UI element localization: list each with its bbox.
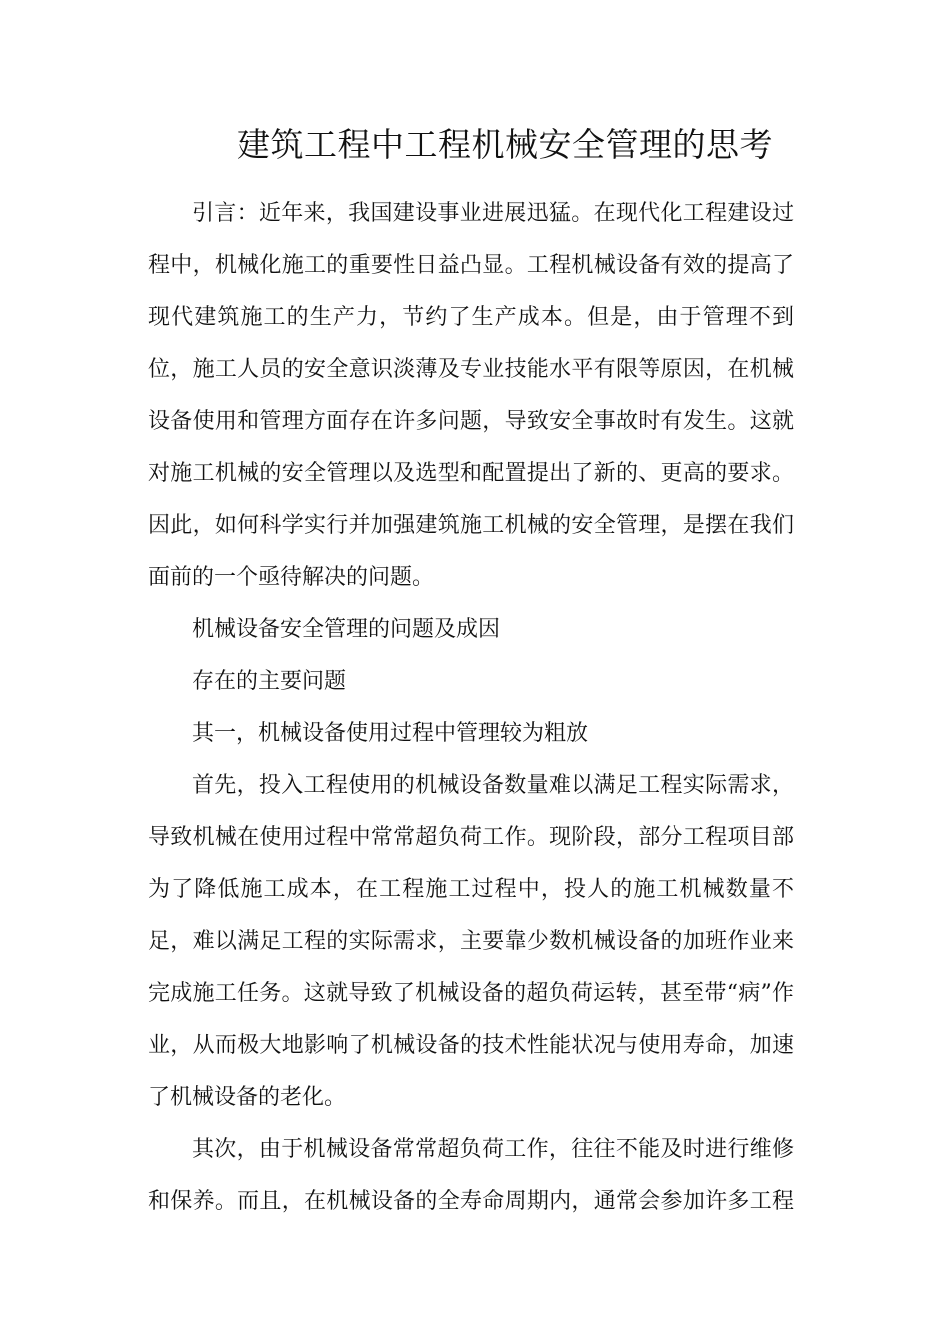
section-heading — [148, 604, 794, 656]
subsection-heading — [148, 656, 794, 708]
text-line: 引言：近年来，我国建设事业进展迅猛。在现代化工程建设过 — [192, 201, 794, 226]
paragraph-intro — [148, 188, 794, 604]
text-line: 导致机械在使用过程中常常超负荷工作。现阶段，部分工程项目部 — [148, 825, 794, 850]
text-line: 其次，由于机械设备常常超负荷工作，往往不能及时进行维修 — [192, 1137, 794, 1162]
heading-line: 存在的主要问题 — [192, 669, 347, 694]
heading-line: 机械设备安全管理的问题及成因 — [192, 617, 501, 642]
text-line: 和保养。而且，在机械设备的全寿命周期内，通常会参加许多工程 — [148, 1189, 794, 1214]
text-line: 位，施工人员的安全意识淡薄及专业技能水平有限等原因，在机械 — [148, 357, 794, 382]
text-line: 对施工机械的安全管理以及选型和配置提出了新的、更高的要求。 — [148, 461, 794, 486]
text-line: 首先，投入工程使用的机械设备数量难以满足工程实际需求， — [192, 773, 794, 798]
paragraph-first — [148, 760, 794, 1124]
point-heading — [148, 708, 794, 760]
text-line: 了机械设备的老化。 — [148, 1085, 347, 1110]
text-line: 足，难以满足工程的实际需求，主要靠少数机械设备的加班作业来 — [148, 929, 794, 954]
text-line: 面前的一个亟待解决的问题。 — [148, 565, 435, 590]
document-title: 建筑工程中工程机械安全管理的思考 — [237, 125, 773, 164]
paragraph-second — [148, 1124, 794, 1228]
heading-line: 其一，机械设备使用过程中管理较为粗放 — [192, 721, 589, 746]
text-line: 程中，机械化施工的重要性日益凸显。工程机械设备有效的提高了 — [148, 253, 794, 278]
text-line: 现代建筑施工的生产力，节约了生产成本。但是，由于管理不到 — [148, 305, 794, 330]
document-body — [148, 188, 794, 1228]
text-line: 为了降低施工成本，在工程施工过程中，投人的施工机械数量不 — [148, 877, 794, 902]
text-line: 因此，如何科学实行并加强建筑施工机械的安全管理，是摆在我们 — [148, 513, 794, 538]
text-line: 业，从而极大地影响了机械设备的技术性能状况与使用寿命，加速 — [148, 1033, 794, 1058]
text-line: 完成施工任务。这就导致了机械设备的超负荷运转，甚至带“病”作 — [148, 981, 794, 1006]
text-line: 设备使用和管理方面存在许多问题，导致安全事故时有发生。这就 — [148, 409, 794, 434]
